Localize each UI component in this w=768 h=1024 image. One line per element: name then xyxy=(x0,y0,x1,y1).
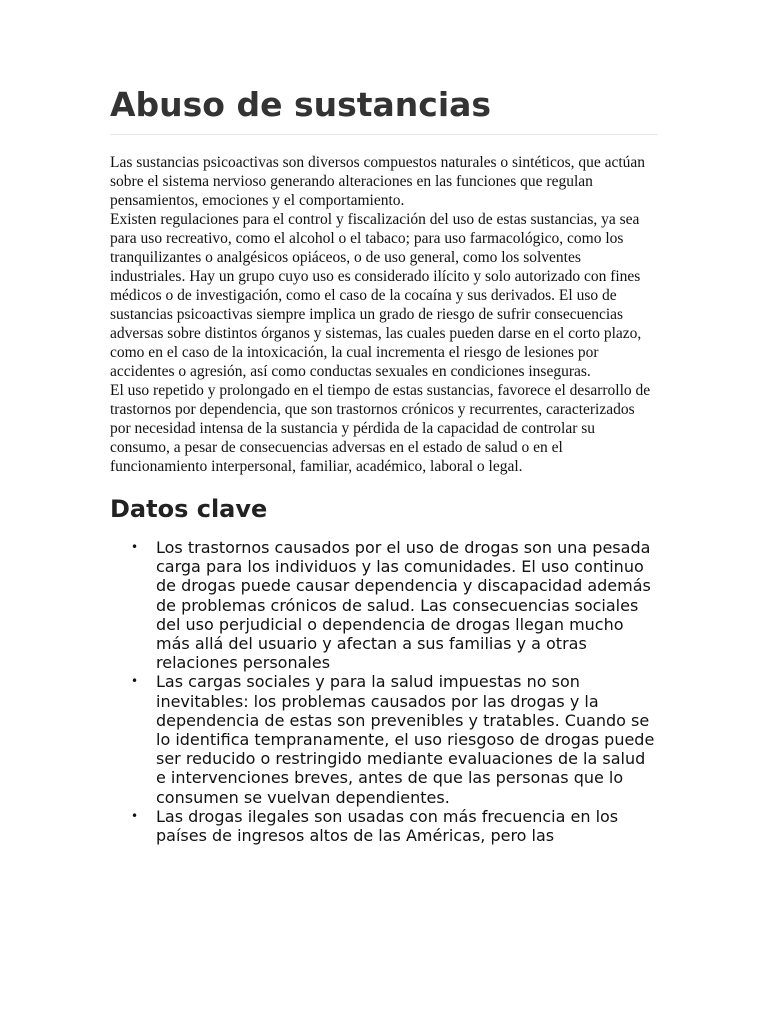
list-item-text: Los trastornos causados por el uso de drogas son una pesada carga para los individuos y las comunidades. El uso continuo de drogas puede causar dependencia y discapacidad además de problemas crónicos de salud. Las consecuencias sociales del uso perjudicial o dependencia de drogas llegan mucho más allá del usuario y afectan a sus familias y a otras relaciones personales xyxy=(156,538,651,673)
list-item xyxy=(131,672,658,807)
document-page xyxy=(110,84,658,845)
page-title: Abuso de sustancias xyxy=(110,84,658,135)
list-item xyxy=(131,538,658,673)
intro-paragraph: Las sustancias psicoactivas son diversos compuestos naturales o sintéticos, que actúan sobre el sistema nervioso generando alteraciones en las funciones que regulan pensamientos, emociones y el comportamiento. xyxy=(110,154,646,209)
bullet-icon: • xyxy=(131,808,139,823)
intro-paragraph: El uso repetido y prolongado en el tiempo de estas sustancias, favorece el desarrollo de trastornos por dependencia, que son trastornos crónicos y recurrentes, caracterizados por necesidad intensa de la sustancia y pérdida de la capacidad de controlar su consumo, a pesar de consecuencias adversas en el estado de salud o en el funcionamiento interpersonal, familiar, académico, laboral o legal. xyxy=(110,382,651,475)
intro-paragraph: Existen regulaciones para el control y fiscalización del uso de estas sustancias, ya sea para uso recreativo, como el alcohol o el tabaco; para uso farmacológico, como los tranquilizantes o analgésicos opiáceos, o de uso general, como los solventes industriales. Hay un grupo cuyo uso es considerado ilícito y solo autorizado con fines médicos o de investigación, como el caso de la cocaína y sus derivados. El uso de sustancias psicoactivas siempre implica un grado de riesgo de sufrir consecuencias adversas sobre distintos órganos y sistemas, las cuales pueden darse en el corto plazo, como en el caso de la intoxicación, la cual incrementa el riesgo de lesiones por accidentes o agresión, así como conductas sexuales en condiciones inseguras. xyxy=(110,211,642,380)
list-item-text: Las drogas ilegales son usadas con más frecuencia en los países de ingresos altos de las Américas, pero las xyxy=(156,806,619,846)
list-item xyxy=(131,806,658,846)
bullet-icon: • xyxy=(131,674,139,689)
key-facts-list xyxy=(110,538,658,845)
list-item-text: Las cargas sociales y para la salud impuestas no son inevitables: los problemas causados por las drogas y la dependencia de estas son prevenibles y tratables. Cuando se lo identifica tempranamente, el uso riesgoso de drogas puede ser reducido o restringido mediante evaluaciones de la salud e intervenciones breves, antes de que las personas que lo consumen se vuelvan dependientes. xyxy=(156,672,655,807)
bullet-icon: • xyxy=(131,540,139,554)
intro-text xyxy=(110,153,658,476)
key-facts-heading: Datos clave xyxy=(110,495,268,523)
